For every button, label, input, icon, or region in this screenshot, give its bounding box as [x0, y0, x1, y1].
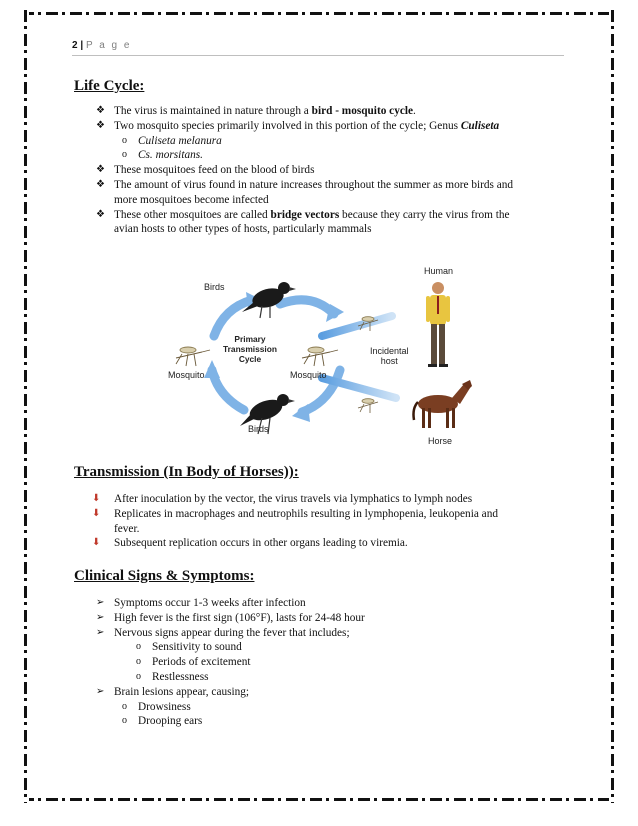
list-item: ⬇ Subsequent replication occurs in other organs leading to viremia. — [92, 537, 408, 550]
list-subitem: o Drooping ears — [122, 715, 203, 728]
label-primary-cycle: Primary Transmission Cycle — [223, 334, 277, 364]
circle-bullet-icon: o — [136, 670, 141, 682]
diamond-bullet-icon: ❖ — [96, 105, 105, 116]
list-subitem: o Drowsiness — [122, 700, 191, 713]
circle-bullet-icon: o — [122, 134, 127, 146]
arrow-bullet-icon: ⬇ — [92, 493, 101, 504]
label-mosquito-right: Mosquito — [290, 370, 327, 380]
label-human: Human — [424, 266, 454, 276]
list-subitem: o Cs. morsitans. — [122, 149, 203, 162]
label-incidental-host: Incidental host — [370, 346, 409, 366]
transmission-list — [92, 492, 564, 551]
page-header — [72, 40, 564, 56]
mosquito-small-bottom-icon — [358, 399, 378, 413]
list-item: ⬇ Replicates in macrophages and neutrophils resulting in lymphopenia, leukopenia and fever. — [92, 507, 498, 535]
arrow-bullet-icon: ⬇ — [92, 507, 101, 519]
arrowhead-bullet-icon: ➢ — [96, 685, 105, 697]
page-number: 2 — [72, 40, 78, 51]
header-separator: | — [80, 40, 84, 51]
life-cycle-list — [96, 104, 566, 237]
list-item: ⬇ After inoculation by the vector, the virus travels via lymphatics to lymph nodes — [92, 493, 473, 505]
list-item: ➢ High fever is the first sign (106°F), lasts for 24-48 hour — [96, 611, 365, 624]
list-item: ❖ The amount of virus found in nature increases throughout the summer as more birds and more mosquitoes become infected — [96, 178, 514, 206]
arrowhead-icon — [292, 404, 310, 422]
diamond-bullet-icon: ❖ — [96, 119, 105, 131]
list-item: ❖ Two mosquito species primarily involved in this portion of the cycle; Genus Culiseta — [96, 119, 500, 132]
transmission-heading: Transmission (In Body of Horses)): — [74, 464, 299, 480]
page-border-bottom — [22, 796, 616, 803]
circle-bullet-icon: o — [136, 641, 141, 653]
label-birds-top: Birds — [204, 282, 225, 292]
page-border-left — [22, 10, 29, 803]
human-figure-icon — [426, 282, 450, 367]
diamond-bullet-icon: ❖ — [96, 164, 105, 176]
diamond-bullet-icon: ❖ — [96, 178, 105, 190]
circle-bullet-icon: o — [136, 656, 141, 668]
mosquito-right-icon — [302, 347, 338, 366]
page-border-top — [22, 10, 616, 17]
list-item: ❖ The virus is maintained in nature through a bird - mosquito cycle. — [96, 105, 416, 117]
page-border-right — [609, 10, 616, 803]
list-subitem: o Culiseta melanura — [122, 134, 222, 147]
arrow-to-human — [322, 316, 392, 336]
label-mosquito-left: Mosquito — [168, 370, 205, 380]
arrowhead-bullet-icon: ➢ — [96, 626, 105, 638]
page-label: P a g e — [85, 40, 132, 51]
list-item: ❖ These other mosquitoes are called bridge vectors because they carry the virus from the avian hosts to other types of hosts, particularly mammals — [96, 208, 510, 236]
arrow-bullet-icon: ⬇ — [92, 537, 101, 549]
cycle-arrow-left-up — [214, 300, 252, 336]
list-subitem: o Sensitivity to sound — [136, 641, 242, 654]
life-cycle-heading: Life Cycle: — [74, 78, 145, 94]
mosquito-left-icon — [176, 347, 210, 366]
list-item: ➢ Brain lesions appear, causing; — [96, 685, 250, 698]
cycle-arrow-top-right — [280, 300, 334, 314]
arrowhead-bullet-icon: ➢ — [96, 597, 105, 608]
circle-bullet-icon: o — [122, 700, 127, 712]
horse-figure-icon — [414, 380, 473, 428]
circle-bullet-icon: o — [122, 149, 127, 161]
list-item: ➢ Nervous signs appear during the fever that includes; — [96, 626, 350, 639]
circle-bullet-icon: o — [122, 715, 127, 727]
diamond-bullet-icon: ❖ — [96, 208, 105, 220]
list-item: ➢ Symptoms occur 1-3 weeks after infection — [96, 597, 306, 609]
list-subitem: o Periods of excitement — [136, 656, 251, 669]
list-item: ❖ These mosquitoes feed on the blood of birds — [96, 164, 315, 177]
arrowhead-bullet-icon: ➢ — [96, 611, 105, 623]
clinical-heading: Clinical Signs & Symptoms: — [74, 568, 255, 584]
label-birds-bottom: Birds — [248, 424, 269, 434]
label-horse: Horse — [428, 436, 453, 446]
clinical-list — [96, 596, 566, 729]
transmission-cycle-diagram — [162, 262, 476, 456]
list-subitem: o Restlessness — [136, 670, 209, 683]
